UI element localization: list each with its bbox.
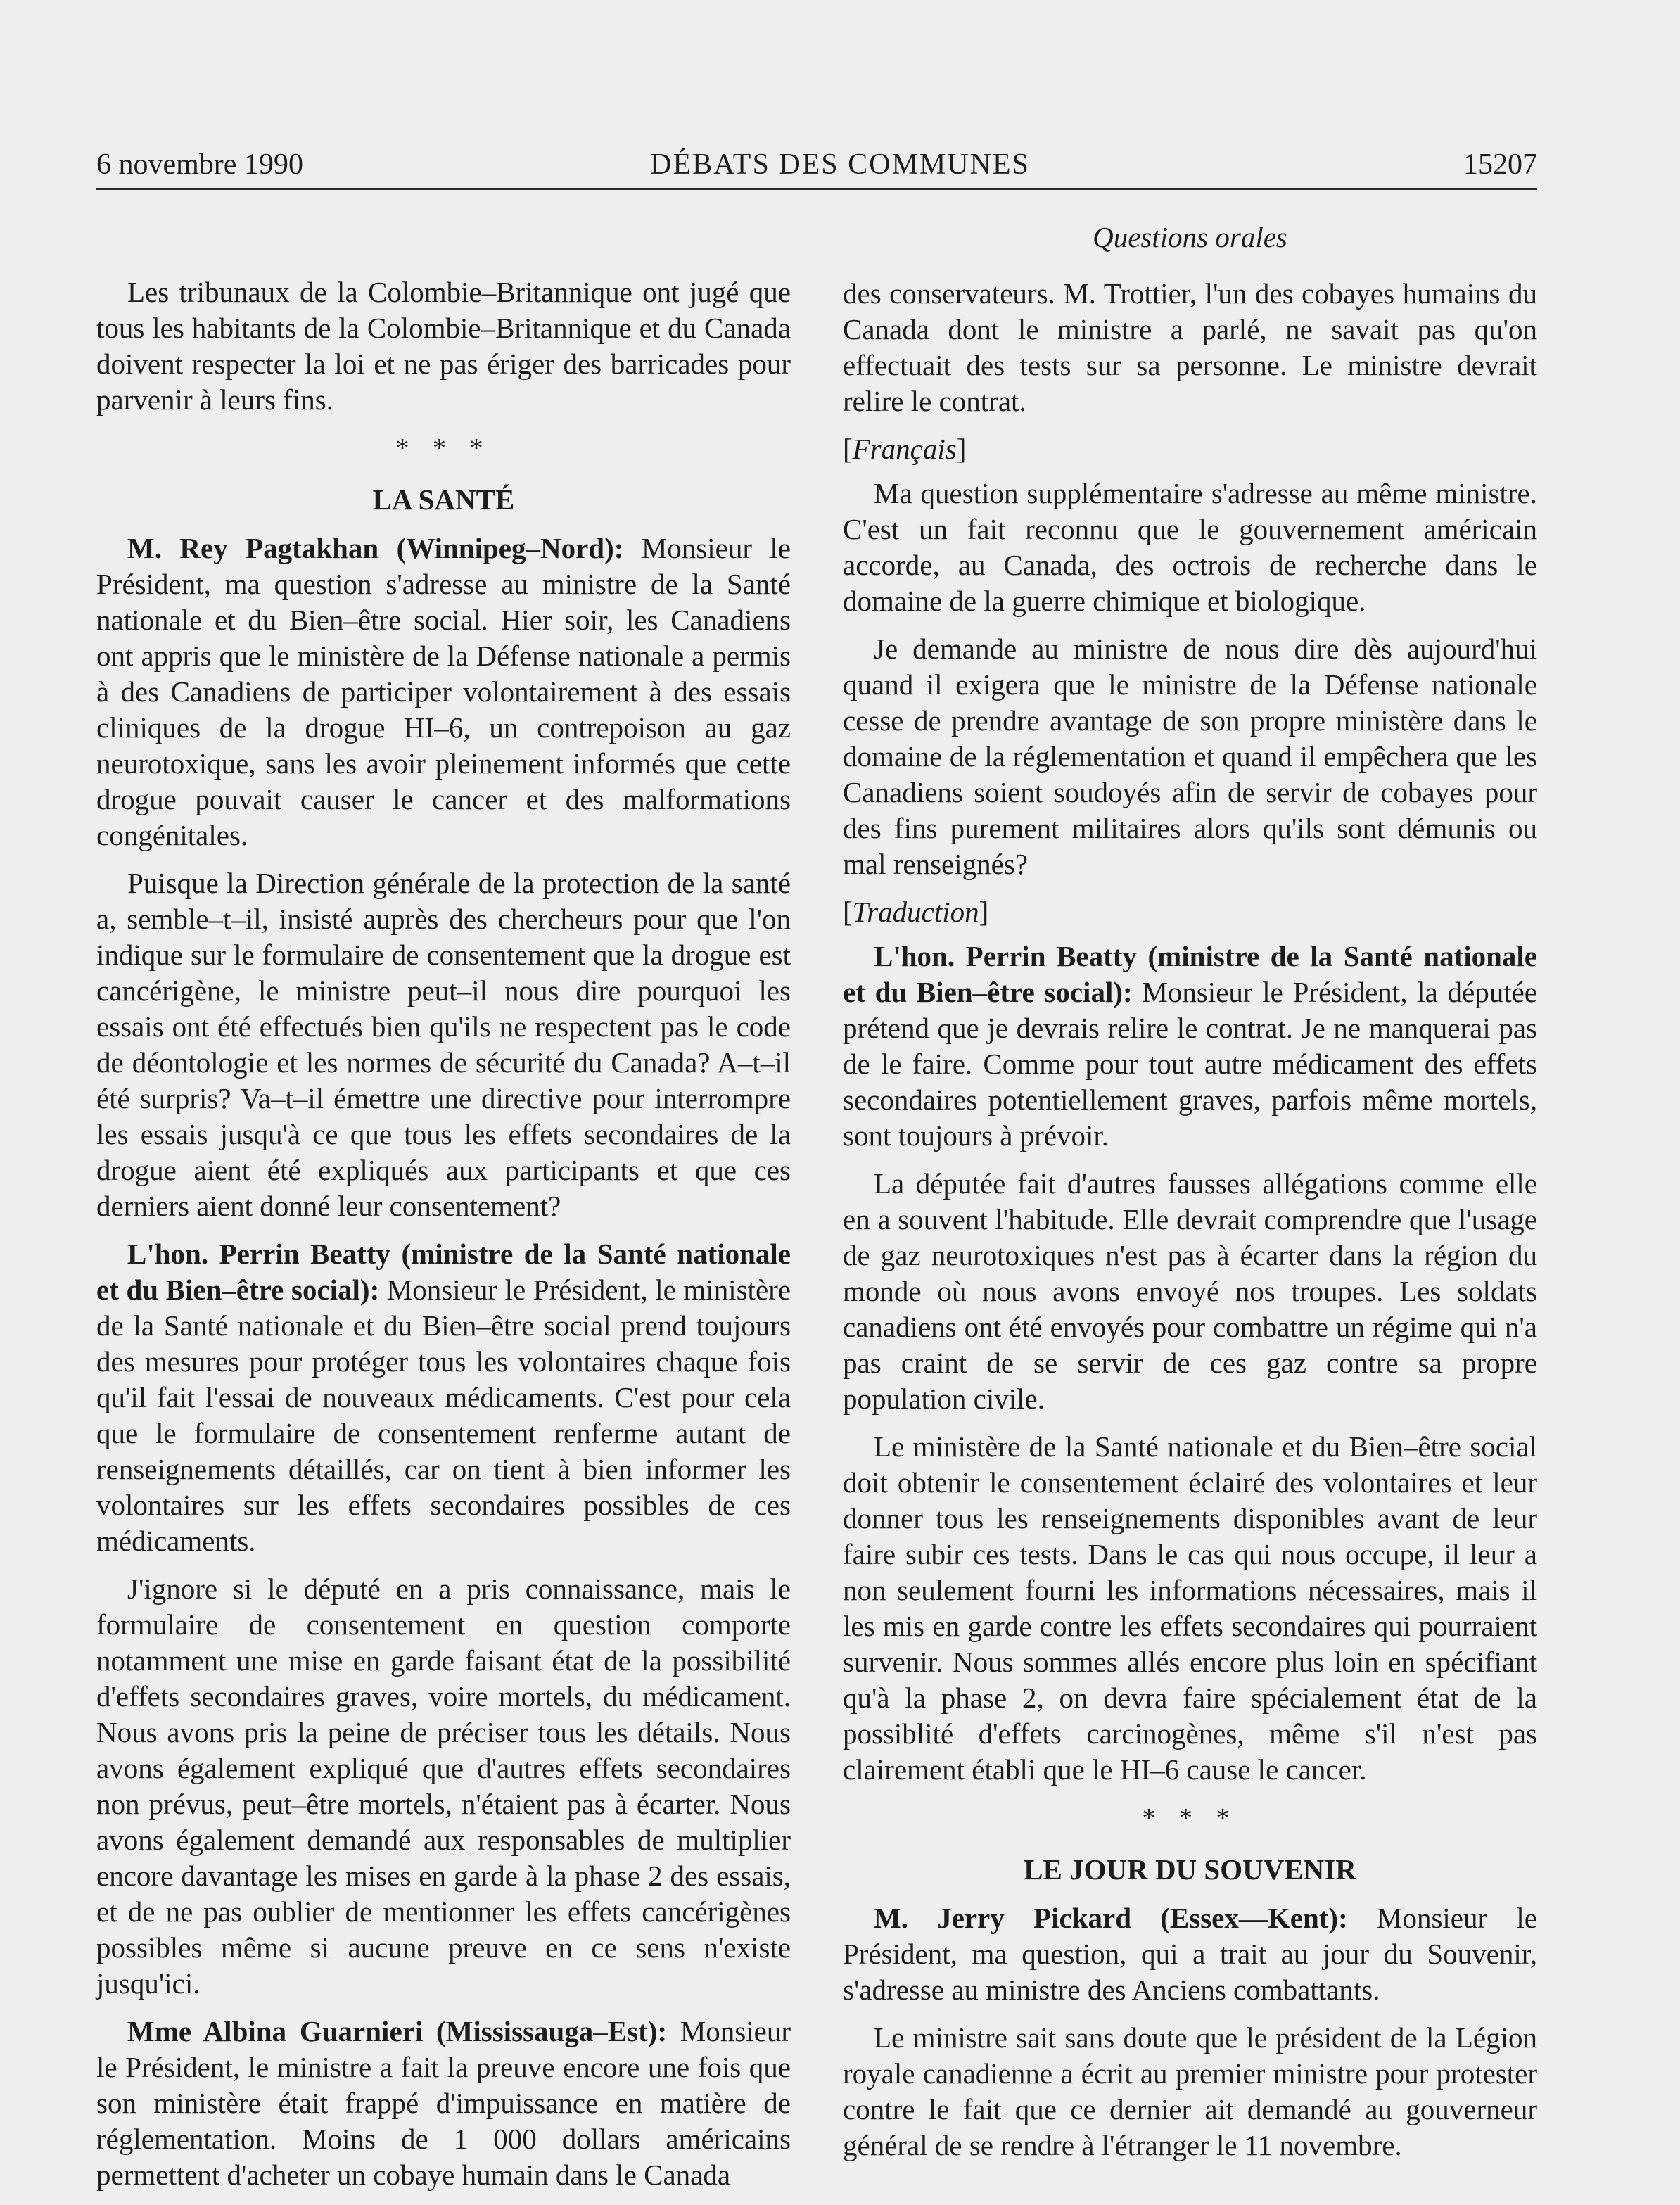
section-rubric: Questions orales [1093, 221, 1287, 253]
speaker-name: Mme Albina Guarnieri (Mississauga–Est): [127, 2015, 668, 2047]
speech-text: Monsieur le Président, ma question, qui a trait au jour du Souvenir, s'adresse au ministre des Anciens combattants. [843, 1902, 1538, 2006]
header-publication: DÉBATS DES COMMUNES [650, 148, 1030, 181]
paragraph: Le ministre sait sans doute que le président de la Légion royale canadienne a écrit au premier ministre pour protester contre le fait que ce dernier ait demandé au gouverneur général de se rendre à l'étranger le 11 novembre. [843, 2021, 1537, 2161]
speaker-name: L'hon. Perrin Beatty (ministre de la Santé nationale et du Bien–être social): [843, 940, 1537, 1008]
section-heading: LE JOUR DU SOUVENIR [1024, 1853, 1356, 1886]
language-marker: [Traduction] [843, 896, 989, 928]
speaker-name: L'hon. Perrin Beatty (ministre de la Santé nationale et du Bien–être social): [96, 1238, 791, 1306]
right-column [843, 276, 1537, 2175]
language-label: Traduction [852, 896, 979, 928]
paragraph: Le ministère de la Santé nationale et du Bien–être social doit obtenir le consentement éclairé des volontaires et leur donner tous les renseignements disponibles avant de leur faire subir ces tests. Dans le cas qui nous occupe, il leur a non seulement fourni les informations nécessaires, mais il les mis en garde contre les effets secondaires qui pourraient survenir. Nous sommes allés encore plus loin en spécifiant qu'à la phase 2, on devra faire spécialement état de la possiblité d'effets carcinogènes, même s'il n'est pas clairement établi que le HI–6 cause le cancer. [843, 1430, 1537, 1786]
paragraph: des conservateurs. M. Trottier, l'un des cobayes humains du Canada dont le ministre a parlé, ne savait pas qu'on effectuait des tests sur sa personne. Le ministre devrait relire le contrat. [843, 277, 1537, 417]
paragraph: Ma question supplémentaire s'adresse au même ministre. C'est un fait reconnu que le gouvernement américain accorde, au Canada, des octrois de recherche dans le domaine de la guerre chimique et biologique. [843, 477, 1537, 617]
language-label: Français [852, 433, 957, 465]
section-heading: LA SANTÉ [372, 483, 515, 516]
paragraph [843, 1900, 1537, 2008]
language-marker: [Français] [843, 433, 967, 465]
section-separator: * * * [1142, 1803, 1238, 1833]
speech-text: Monsieur le Président, le ministère de la Santé nationale et du Bien–être social prend toujours des mesures pour protéger tous les volontaires chaque fois qu'il fait l'essai de nouveaux médicaments. C'est pour cela que le formulaire de consentement renferme autant de renseignements détaillés, car on tient à bien informer les volontaires sur les effets secondaires possibles de ces médicaments. [96, 1273, 791, 1557]
paragraph [96, 2014, 791, 2193]
speech-text: Monsieur le Président, la députée prétend que je devrais relire le contrat. Je ne manquerai pas de le faire. Comme pour tout autre médicament des effets secondaires potentiellement graves, parfois même mortels, sont toujours à prévoir. [843, 976, 1537, 1152]
paragraph [96, 1236, 791, 1559]
header-page-number: 15207 [1463, 148, 1537, 181]
left-column [96, 274, 791, 2205]
paragraph: Je demande au ministre de nous dire dès aujourd'hui quand il exigera que le ministre de la Défense nationale cesse de prendre avantage de son propre ministère dans le domaine de la réglementation et quand il empêchera que les Canadiens soient soudoyés afin de servir de cobayes pour des fins purement militaires alors qu'ils sont démunis ou mal renseignés? [843, 633, 1537, 880]
header-rule [96, 188, 1537, 190]
speaker-name: M. Jerry Pickard (Essex—Kent): [874, 1902, 1348, 1934]
paragraph: Les tribunaux de la Colombie–Britannique ont jugé que tous les habitants de la Colombie–Britannique et du Canada doivent respecter la loi et ne pas ériger des barricades pour parvenir à leurs fins. [96, 276, 791, 416]
paragraph: La députée fait d'autres fausses allégations comme elle en a souvent l'habitude. Elle devrait comprendre que l'usage de gaz neurotoxiques n'est pas à écarter dans la région du monde où nous avons envoyé nos troupes. Les soldats canadiens ont été envoyés pour combattre un régime qui n'a pas craint de se servir de ces gaz contre sa propre population civile. [843, 1167, 1537, 1415]
paragraph [96, 530, 791, 853]
speech-text: Monsieur le Président, le ministre a fait la preuve encore une fois que son ministère était frappé d'impuissance en matière de réglementation. Moins de 1 000 dollars américains permettent d'acheter un cobaye humain dans le Canada [96, 2015, 791, 2191]
header-date: 6 novembre 1990 [96, 148, 303, 181]
paragraph [843, 939, 1537, 1154]
section-separator: * * * [395, 433, 492, 463]
paragraph: Puisque la Direction générale de la protection de la santé a, semble–t–il, insisté auprès des chercheurs pour que l'on indique sur le formulaire de consentement que la drogue est cancérigène, le ministre peut–il nous dire pourquoi les essais ont été effectués bien qu'ils ne respectent pas le code de déontologie et les normes de sécurité du Canada? A–t–il été surpris? Va–t–il émettre une directive pour interrompre les essais jusqu'à ce que tous les effets secondaires de la drogue aient été expliqués aux participants et que ces derniers aient donné leur consentement? [96, 867, 791, 1222]
speech-text: Monsieur le Président, ma question s'adresse au ministre de la Santé nationale et du Bien–être social. Hier soir, les Canadiens ont appris que le ministère de la Défense nationale a permis à des Canadiens de participer volontairement à des essais cliniques de la drogue HI–6, un contrepoison au gaz neurotoxique, sans les avoir pleinement informés que cette drogue pouvait causer le cancer et des malformations congénitales. [96, 532, 791, 851]
speaker-name: M. Rey Pagtakhan (Winnipeg–Nord): [127, 532, 624, 564]
paragraph: J'ignore si le député en a pris connaissance, mais le formulaire de consentement en question comporte notamment une mise en garde faisant état de la possibilité d'effets secondaires graves, voire mortels, du médicament. Nous avons pris la peine de préciser tous les détails. Nous avons également expliqué que d'autres effets secondaires non prévus, peut–être mortels, n'étaient pas à écarter. Nous avons également demandé aux responsables de multiplier encore davantage les mises en garde à la phase 2 des essais, et de ne pas oublier de mentionner les effets cancérigènes possibles même si aucune preuve en ce sens n'existe jusqu'ici. [96, 1572, 791, 2000]
